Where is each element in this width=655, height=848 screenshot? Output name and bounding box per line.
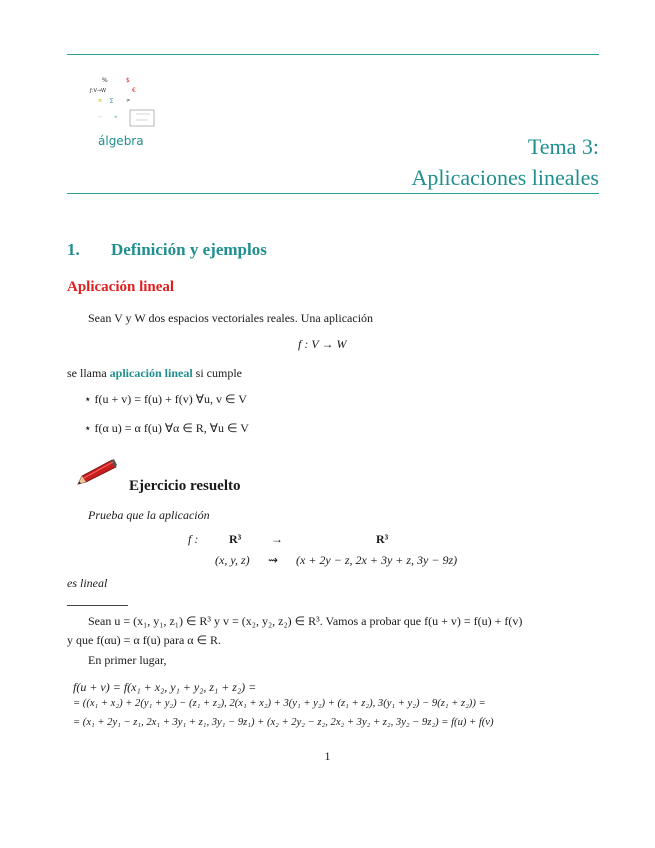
svg-text:$: $ [126,77,130,84]
svg-text:·:·: ·:· [98,114,102,119]
section-number: 1. [67,240,80,259]
svg-text:∞: ∞ [114,114,118,119]
separator-rule [67,605,128,606]
called-highlight: aplicación lineal [109,366,193,380]
svg-text:∑: ∑ [110,98,114,104]
called-suffix: si cumple [192,366,242,380]
equation-line1: f(u + v) = f(x₁ + x₂, y₁ + y₂, z₁ + z₂) = [73,680,257,694]
called-prefix: se llama [67,366,110,380]
svg-text:ƒ:V→W: ƒ:V→W [90,88,106,94]
condition-additivity: ⋆ f(u + v) = f(u) + f(v) ∀u, v ∈ V [84,392,247,406]
condition-homogeneity: ⋆ f(α u) = α f(u) ∀α ∈ R, ∀u ∈ V [84,421,249,435]
definition-called [67,366,242,381]
definition-formula: f : V → W [298,337,347,351]
exercise-prompt: Prueba que la aplicación [88,508,210,522]
svg-text:≡: ≡ [98,98,103,104]
page-number: 1 [324,749,331,763]
page-title-line1: Tema 3: [527,134,599,159]
solution-line1: Sean u = (x₁, y₁, z₁) ∈ R³ y v = (x₂, y₂, z₂) ∈ R³. Vamos a probar que f(u + v) = f(u) + f(v) [88,614,523,628]
map-codomain: R³ [376,532,389,546]
logo-label: álgebra [98,134,144,148]
svg-text:€: € [132,87,136,94]
map-squiggle-arrow: ⇝ [268,553,279,567]
map-output: (x + 2y − z, 2x + 3y + z, 3y − 9z) [296,553,458,567]
section-heading [67,240,267,260]
section-title: Definición y ejemplos [111,240,267,259]
exercise-conclusion: es lineal [67,576,108,590]
pencil-icon [76,457,118,487]
map-arrow: → [271,532,283,546]
subsection-heading: Aplicación lineal [67,279,175,295]
map-f-label: f : [188,532,199,546]
definition-intro: Sean V y W dos espacios vectoriales reales. Una aplicación [88,311,374,325]
solution-line3: En primer lugar, [88,653,167,667]
equation-line2: = ((x₁ + x₂) + 2(y₁ + y₂) − (z₁ + z₂), 2(x₁ + x₂) + 3(y₁ + y₂) + (z₁ + z₂), 3(y₁ + y₂) − 9(z₁ + z₂)) = [73,698,486,709]
map-domain: R³ [229,532,242,546]
svg-text:%: % [102,77,108,84]
exercise-title: Ejercicio resuelto [129,478,241,494]
solution-line2: y que f(αu) = α f(u) para α ∈ R. [67,633,222,647]
map-input: (x, y, z) [215,553,250,567]
svg-text:≠: ≠ [126,98,131,104]
page-title [411,131,599,193]
title-rule [67,193,599,194]
page-title-line2: Aplicaciones lineales [411,165,599,190]
top-rule [67,54,599,55]
equation-line3: = (x₁ + 2y₁ − z₁, 2x₁ + 3y₁ + z₁, 3y₁ − 9z₁) + (x₂ + 2y₂ − z₂, 2x₂ + 3y₂ + z₂, 3y₂ − 9z₂) = f(u) + f(v) [73,717,494,728]
